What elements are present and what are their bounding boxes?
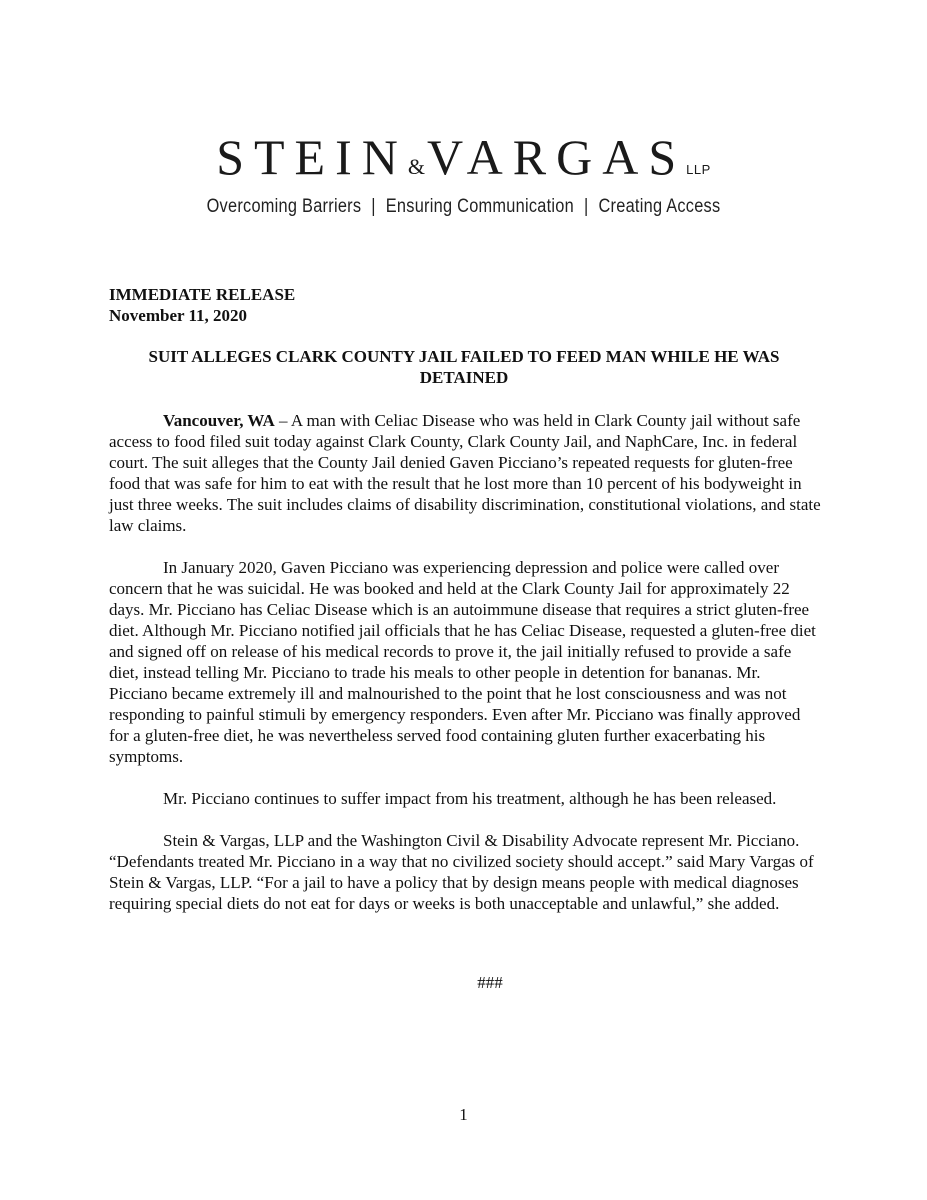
paragraph: Stein & Vargas, LLP and the Washington Civil & Disability Advocate represent Mr. Picciano. “Defendants treated Mr. Picciano in a way that no civilized society should accept.” said Mary Vargas of Stein & Vargas, LLP. “For a jail to have a policy that by design means people with medical diagnoses requiring special diets do not eat for days or weeks is both unacceptable and unlawful,” she added. xyxy=(109,831,814,913)
paragraph-text: – A man with Celiac Disease who was held in Clark County jail without safe access to food filed suit today against Clark County, Clark County Jail, and NaphCare, Inc. in federal court. The suit alleges that the County Jail denied Gaven Picciano’s repeated requests for gluten-free food that was safe for him to eat with the result that he lost more than 10 percent of his bodyweight in just three weeks. The suit includes claims of disability discrimination, constitutional violations, and state law claims. xyxy=(109,411,821,535)
letterhead xyxy=(0,128,927,218)
body-text xyxy=(109,410,821,935)
page-number: 1 xyxy=(459,1105,468,1124)
logo-stein: STEIN xyxy=(216,129,408,185)
paragraph: Mr. Picciano continues to suffer impact from his treatment, although he has been released. xyxy=(163,789,777,808)
release-date: November 11, 2020 xyxy=(109,306,248,325)
release-info xyxy=(109,284,295,326)
firm-logo xyxy=(216,128,711,186)
end-mark: ### xyxy=(477,973,503,992)
release-label: IMMEDIATE RELEASE xyxy=(109,285,296,304)
logo-llp: LLP xyxy=(686,162,711,177)
tagline-item: Creating Access xyxy=(598,196,721,217)
logo-ampersand: & xyxy=(407,154,425,179)
paragraph xyxy=(109,410,821,536)
headline: SUIT ALLEGES CLARK COUNTY JAIL FAILED TO FEED MAN WHILE HE WAS DETAINED xyxy=(148,347,780,387)
dateline: Vancouver, WA xyxy=(163,411,275,430)
tagline-separator: | xyxy=(583,196,589,217)
tagline-separator: | xyxy=(371,196,376,217)
tagline-item: Overcoming Barriers xyxy=(206,196,362,217)
paragraph: In January 2020, Gaven Picciano was experiencing depression and police were called over concern that he was suicidal. He was booked and held at the Clark County Jail for approximately 22 days. Mr. Picciano has Celiac Disease which is an autoimmune disease that requires a strict gluten-free diet. Although Mr. Picciano notified jail officials that he has Celiac Disease, requested a gluten-free diet and signed off on release of his medical records to prove it, the jail initially refused to provide a safe diet, instead telling Mr. Picciano to trade his meals to other people in detention for bananas. Mr. Picciano became extremely ill and malnourished to the point that he lost consciousness and was not responding to painful stimuli by emergency responders. Even after Mr. Picciano was finally approved for a gluten-free diet, he was nevertheless served food containing gluten further exacerbating his symptoms. xyxy=(109,558,816,766)
logo-vargas: VARGAS xyxy=(426,129,687,185)
tagline-item: Ensuring Communication xyxy=(385,196,575,217)
tagline xyxy=(65,196,862,218)
